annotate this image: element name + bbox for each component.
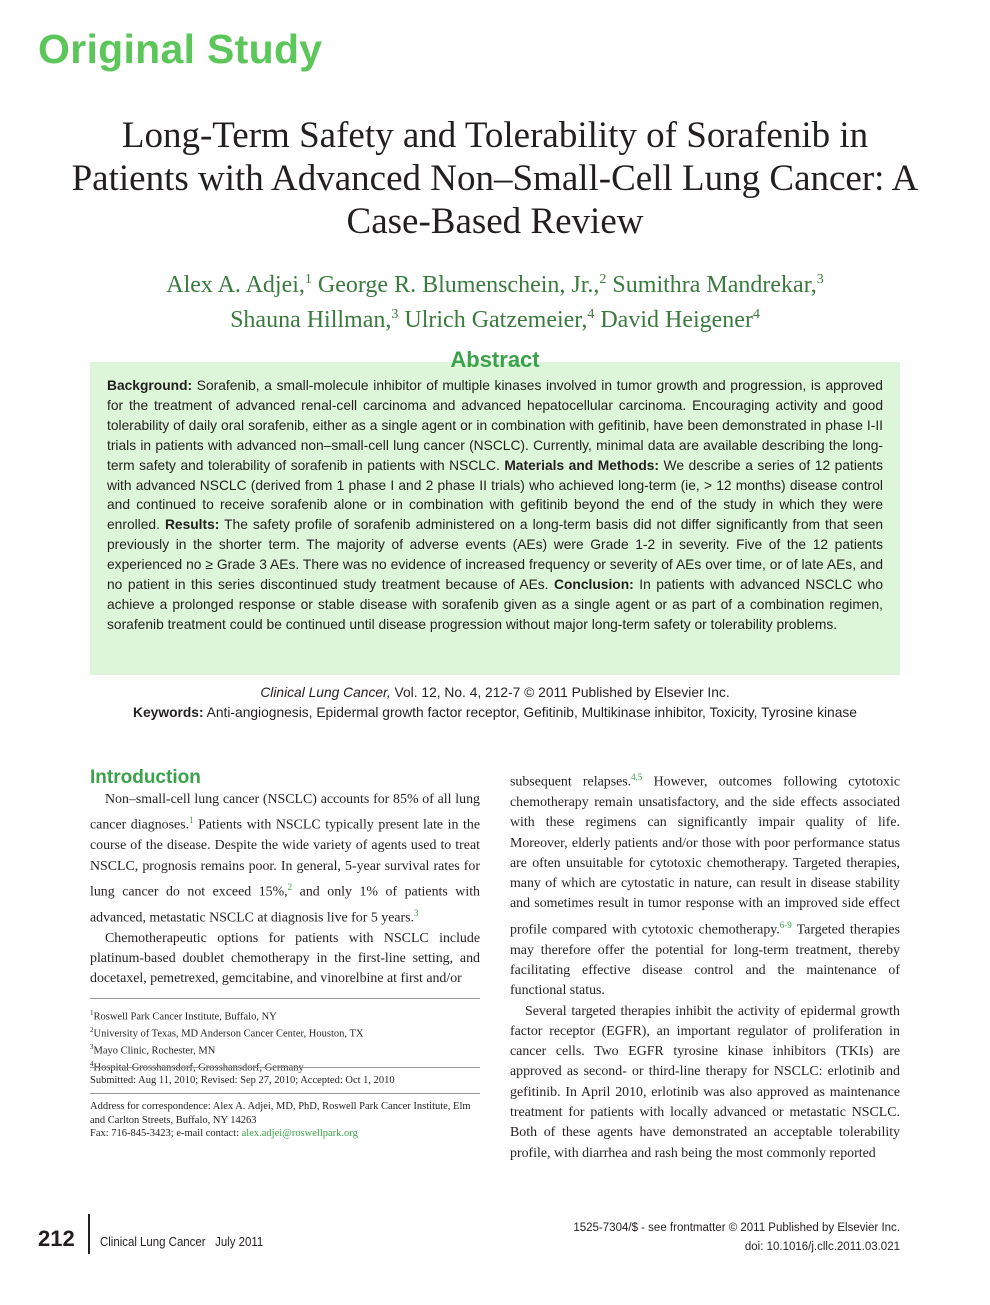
submission-dates: Submitted: Aug 11, 2010; Revised: Sep 27, 2010; Accepted: Oct 1, 2010 [90,1075,395,1086]
author: Alex A. Adjei,$^1$ [166,272,312,298]
author: Sumithra Mandrekar,$^3$ [612,272,824,298]
divider [90,1093,480,1094]
affiliation: $^2$University of Texas, MD Anderson Cancer Center, Houston, TX [90,1026,364,1040]
divider [90,998,480,999]
right-column [510,767,900,1164]
paragraph: subsequent relapses.$^{4,5}$ However, outcomes following cytotoxic chemotherapy remain unsatisfactory, and the side effects associated with these regimens can significantly impair quality of life. Moreover, elderly patients and/or those with poor performance status are often unsuitable for cytotoxic chemotherapy. Targeted therapies, many of which are cytostatic in nature, can result in disease stability and sometimes result in tumor response with an improved side effect profile compared with cytotoxic chemotherapy.$^{6-9}$ Targeted therapies may therefore offer the potential for long-term treatment, thereby facilitating effective disease control and the maintenance of functional status. [510,772,901,999]
doi-line: doi: 10.1016/j.cllc.2011.03.021 [744,1241,900,1253]
section-label: Original Study [38,26,323,72]
abstract-box [90,362,900,675]
author: David Heigener$^4$ [600,307,760,333]
footer-journal: Clinical Lung Cancer July 2011 [100,1234,264,1249]
author: Ulrich Gatzemeier,$^4$ [404,307,595,333]
author: George R. Blumenschein, Jr.,$^2$ [317,272,607,298]
issn-line: 1525-7304/$ - see frontmatter © 2011 Published by Elsevier Inc. [573,1222,900,1234]
citation: Clinical Lung Cancer, Vol. 12, No. 4, 212-7 © 2011 Published by Elsevier Inc. [260,685,730,700]
footer-info [573,1219,900,1257]
divider [90,1067,480,1068]
paragraph: Chemotherapeutic options for patients with NSCLC include platinum-based doublet chemotherapy in the first-line setting, and docetaxel, pemetrexed, gemcitabine, and vinorelbine at first and/or [90,930,480,987]
left-column [90,790,480,990]
affiliation: $^4$Hospital Grosshansdorf, Grosshansdorf, Germany [90,1060,304,1074]
abstract-text: Background: Sorafenib, a small-molecule inhibitor of multiple kinases involved in tumor growth and progression, is approved for the treatment of advanced renal-cell carcinoma and advanced hepatocellular carcinoma. Encouraging activity and good tolerability of daily oral sorafenib, either as a single agent or in combination with gefitinib, have been demonstrated in phase I-II trials in patients with advanced non–small-cell lung cancer (NSCLC). Currently, minimal data are available describing the long-term safety and tolerability of sorafenib in patients with NSCLC. Materials and Methods: We describe a series of 12 patients with advanced NSCLC (derived from 1 phase I and 2 phase II trials) who achieved long-term (ie, > 12 months) disease control and continued to receive sorafenib alone or in combination with gefitinib beyond the end of the study in which they were enrolled. Results: The safety profile of sorafenib administered on a long-term basis did not differ significantly from that seen previously in the shorter term. The majority of adverse events (AEs) were Grade 1-2 in severity. Five of the 12 patients experienced no ≥ Grade 3 AEs. There was no evidence of increased frequency or severity of AEs over time, or of late AEs, and no patient in this series discontinued study treatment because of AEs. Conclusion: In patients with advanced NSCLC who achieve a prolonged response or stable disease with sorafenib given as a single agent or as part of a combination regimen, sorafenib treatment could be continued until disease progression without major long-term safety or tolerability problems. [107,378,883,632]
correspondence: Address for correspondence: Alex A. Adjei, MD, PhD, Roswell Park Cancer Institute, Elm and Carlton Streets, Buffalo, NY 14263 Fax: 716-845-3423; e-mail contact: alex.adjei@roswellpark.org [90,1101,471,1139]
author: Shauna Hillman,$^3$ [230,307,399,333]
author-list [60,265,930,335]
affiliation: $^3$Mayo Clinic, Rochester, MN [90,1043,216,1057]
keywords: Keywords: Anti-angiognesis, Epidermal growth factor receptor, Gefitinib, Multikinase inhibitor, Toxicity, Tyrosine kinase [133,705,857,720]
email-link[interactable]: alex.adjei@roswellpark.org [241,1128,358,1139]
footer-divider [88,1214,90,1254]
affiliations [90,1007,480,1075]
page-number: 212 [38,1226,75,1251]
paragraph: Non–small-cell lung cancer (NSCLC) accounts for 85% of all lung cancer diagnoses.$^1$ Patients with NSCLC typically present late in the course of the disease. Despite the wide variety of agents used to treat NSCLC, prognosis remains poor. In general, 5-year survival rates for lung cancer do not exceed 15%,$^2$ and only 1% of patients with advanced, metastatic NSCLC at diagnosis live for 5 years.$^3$ [90,792,481,926]
introduction-heading: Introduction [90,767,201,788]
paragraph: Several targeted therapies inhibit the activity of epidermal growth factor receptor (EGFR), an important regulator of proliferation in cancer cells. Two EGFR tyrosine kinase inhibitors (TKIs) are approved as second- or third-line therapy for NSCLC: erlotinib and gefitinib. In April 2010, erlotinib was also approved as maintenance treatment for patients with locally advanced or metastatic NSCLC. Both of these agents have demonstrated an acceptable tolerability profile, with diarrhea and rash being the most commonly reported [510,1003,900,1161]
article-title: Long-Term Safety and Tolerability of Sorafenib in Patients with Advanced Non–Small-Cell Lung Cancer: A Case-Based Review [71,115,919,242]
abstract-heading: Abstract [450,347,540,372]
affiliation: $^1$Roswell Park Cancer Institute, Buffalo, NY [90,1009,277,1023]
